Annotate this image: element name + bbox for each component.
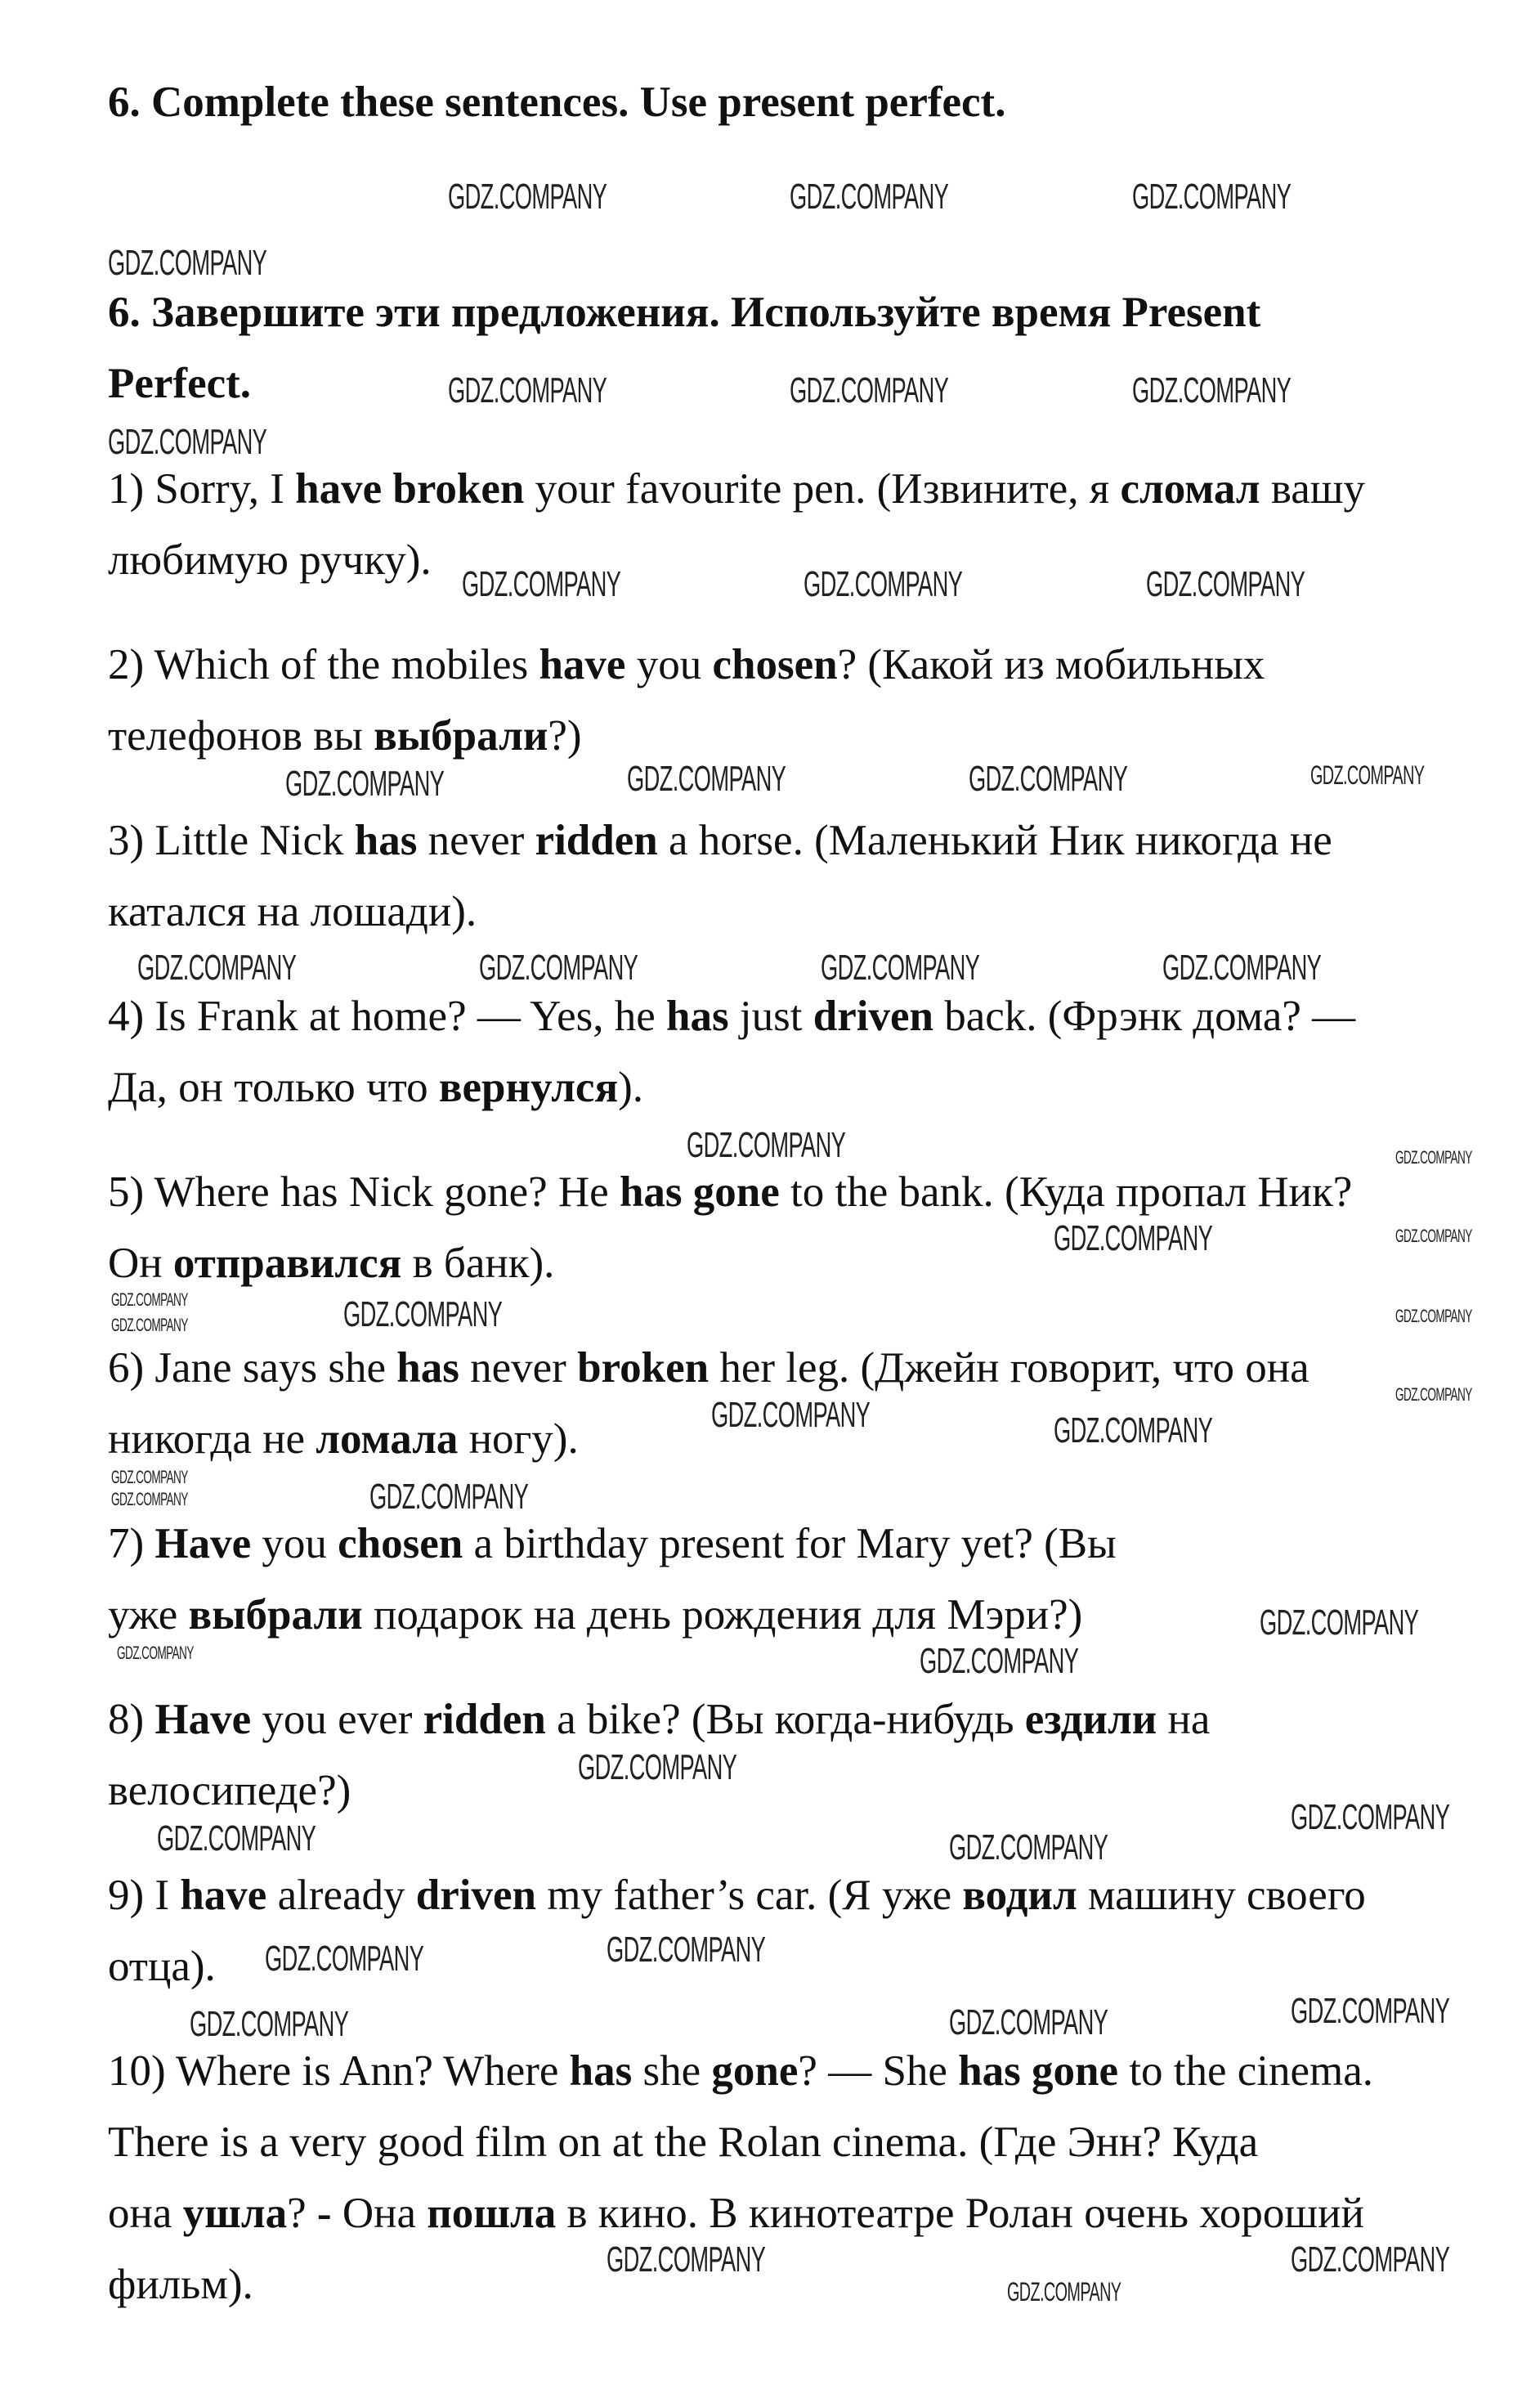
bold-verb: выбрали	[374, 712, 548, 760]
bold-verb: broken	[577, 1344, 710, 1392]
sentence-text: Она	[331, 2190, 428, 2237]
watermark-text: GDZ.COMPANY	[711, 1395, 871, 1435]
answer-3-line	[108, 816, 1332, 866]
answer-8-line	[108, 1695, 1210, 1745]
answer-2-line	[108, 640, 1265, 690]
sentence-text: вашу	[1260, 465, 1366, 513]
sentence-text: to the bank. (Куда пропал Ник?	[779, 1168, 1353, 1216]
sentence-text: ногу).	[458, 1415, 579, 1463]
watermark-text: GDZ.COMPANY	[627, 759, 786, 799]
sentence-text: 10) Where is Ann? Where	[108, 2047, 570, 2095]
sentence-text: велосипеде?)	[108, 1767, 351, 1814]
sentence-text: ? (Какой из мобильных	[837, 641, 1265, 688]
sentence-text: you ever	[251, 1696, 423, 1743]
bold-verb: ушла	[182, 2190, 288, 2237]
answer-10-line	[108, 2118, 1258, 2168]
sentence-text: 2) Which of the mobiles	[108, 641, 539, 688]
bold-verb: has	[666, 993, 729, 1040]
exercise-heading-ru: 6. Завершите эти предложения. Используйте время Present	[108, 289, 1261, 336]
answer-5-line	[108, 1239, 554, 1289]
watermark-text: GDZ.COMPANY	[111, 1467, 188, 1487]
sentence-text: just	[728, 993, 813, 1040]
watermark-text: GDZ.COMPANY	[1132, 177, 1292, 217]
sentence-text: ? — She	[798, 2047, 959, 2095]
bold-verb: has gone	[958, 2047, 1119, 2095]
bold-verb: driven	[415, 1872, 536, 1919]
bold-verb: chosen	[712, 641, 838, 688]
bold-verb: has	[354, 817, 418, 864]
watermark-text: GDZ.COMPANY	[821, 948, 980, 988]
answer-9-line	[108, 1942, 216, 1992]
watermark-text: GDZ.COMPANY	[448, 370, 607, 410]
answer-9-line	[108, 1871, 1366, 1921]
watermark-text: GDZ.COMPANY	[969, 759, 1128, 799]
watermark-text: GDZ.COMPANY	[369, 1477, 529, 1517]
sentence-text: There is a very good film on at the Rolan cinema. (Где Энн? Куда	[108, 2118, 1259, 2166]
sentence-text: 5) Where has Nick gone? He	[108, 1168, 620, 1216]
answer-6-line	[108, 1343, 1309, 1393]
bold-verb: ridden	[535, 817, 658, 864]
sentence-text: 3) Little Nick	[108, 817, 355, 864]
watermark-text: GDZ.COMPANY	[578, 1747, 737, 1787]
sentence-text: фильм).	[108, 2261, 253, 2308]
answer-10-line	[108, 2047, 1373, 2096]
watermark-text: GDZ.COMPANY	[949, 1827, 1108, 1867]
watermark-text: GDZ.COMPANY	[137, 948, 297, 988]
watermark-text: GDZ.COMPANY	[190, 2004, 349, 2044]
sentence-text: a birthday present for Mary yet? (Вы	[463, 1520, 1117, 1567]
watermark-text: GDZ.COMPANY	[265, 1939, 424, 1979]
answer-10-line	[108, 2189, 1364, 2239]
answer-3-line	[108, 887, 477, 937]
watermark-text: GDZ.COMPANY	[1291, 1991, 1450, 2031]
sentence-text: never	[459, 1344, 578, 1392]
watermark-text: GDZ.COMPANY	[157, 1818, 316, 1858]
sentence-text: 4) Is Frank at home? — Yes, he	[108, 993, 667, 1040]
bold-verb: Have	[154, 1520, 252, 1567]
watermark-text: GDZ.COMPANY	[1054, 1218, 1213, 1258]
bold-verb: выбрали	[188, 1591, 363, 1639]
bold-verb: Have	[154, 1696, 252, 1743]
sentence-text: 1) Sorry, I	[108, 465, 296, 513]
sentence-text: отца).	[108, 1943, 216, 1990]
sentence-text: her leg. (Джейн говорит, что она	[709, 1344, 1309, 1392]
bold-verb: сломал	[1120, 465, 1260, 513]
answer-1-line	[108, 464, 1365, 514]
bold-verb: gone	[711, 2047, 799, 2095]
watermark-text: GDZ.COMPANY	[343, 1294, 503, 1334]
sentence-text: a horse. (Маленький Ник никогда не	[657, 817, 1332, 864]
watermark-text: GDZ.COMPANY	[1310, 760, 1425, 790]
watermark-text: GDZ.COMPANY	[607, 2239, 766, 2280]
watermark-text: GDZ.COMPANY	[804, 564, 963, 604]
sentence-text: she	[632, 2047, 712, 2095]
sentence-text: на	[1157, 1696, 1211, 1743]
sentence-text: 8)	[108, 1696, 155, 1743]
sentence-text: my father’s car. (Я уже	[536, 1872, 963, 1919]
watermark-text: GDZ.COMPANY	[1291, 1797, 1450, 1837]
bold-verb: водил	[962, 1872, 1077, 1919]
bold-verb: have	[539, 641, 626, 688]
sentence-text: телефонов вы	[108, 712, 374, 760]
sentence-text: уже	[108, 1591, 189, 1639]
watermark-text: GDZ.COMPANY	[920, 1641, 1079, 1681]
sentence-text: ?)	[548, 712, 582, 760]
sentence-text: 7)	[108, 1520, 155, 1567]
sentence-text: back. (Фрэнк дома? —	[933, 993, 1356, 1040]
sentence-text: любимую ручку).	[108, 536, 432, 584]
watermark-text: GDZ.COMPANY	[949, 2002, 1108, 2042]
sentence-text: a bike? (Вы когда-нибудь	[545, 1696, 1025, 1743]
sentence-text: ?	[287, 2190, 317, 2237]
watermark-text: GDZ.COMPANY	[1146, 564, 1305, 604]
bold-verb: -	[316, 2190, 332, 2237]
bold-verb: ломала	[316, 1415, 459, 1463]
bold-verb: пошла	[427, 2190, 557, 2237]
watermark-text: GDZ.COMPANY	[111, 1315, 188, 1335]
bold-verb: has	[396, 1344, 459, 1392]
answer-1-line	[108, 536, 432, 585]
answer-5-line	[108, 1168, 1352, 1217]
watermark-text: GDZ.COMPANY	[1054, 1410, 1213, 1450]
sentence-text: машину своего	[1077, 1872, 1366, 1919]
watermark-text: GDZ.COMPANY	[448, 177, 607, 217]
watermark-text: GDZ.COMPANY	[108, 243, 267, 283]
answer-7-line	[108, 1590, 1082, 1640]
watermark-text: GDZ.COMPANY	[111, 1489, 188, 1509]
bold-verb: has	[569, 2047, 633, 2095]
sentence-text: она	[108, 2190, 183, 2237]
watermark-text: GDZ.COMPANY	[790, 370, 949, 410]
watermark-text: GDZ.COMPANY	[1395, 1384, 1472, 1405]
sentence-text: Да, он только что	[108, 1064, 439, 1111]
bold-verb: driven	[813, 993, 933, 1040]
sentence-text: подарок на день рождения для Мэри?)	[362, 1591, 1083, 1639]
sentence-text: катался на лошади).	[108, 888, 477, 935]
watermark-text: GDZ.COMPANY	[1007, 2277, 1121, 2307]
watermark-text: GDZ.COMPANY	[607, 1930, 766, 1970]
watermark-text: GDZ.COMPANY	[1132, 370, 1292, 410]
watermark-text: GDZ.COMPANY	[1260, 1603, 1419, 1643]
watermark-text: GDZ.COMPANY	[1395, 1306, 1472, 1326]
sentence-text: you	[625, 641, 713, 688]
watermark-text: GDZ.COMPANY	[479, 948, 638, 988]
sentence-text: to the cinema.	[1118, 2047, 1374, 2095]
sentence-text: никогда не	[108, 1415, 316, 1463]
sentence-text: your favourite pen. (Извините, я	[524, 465, 1121, 513]
sentence-text: 6) Jane says she	[108, 1344, 397, 1392]
bold-verb: ездили	[1024, 1696, 1157, 1743]
watermark-text: GDZ.COMPANY	[1395, 1226, 1472, 1246]
watermark-text: GDZ.COMPANY	[1291, 2239, 1450, 2280]
bold-verb: have broken	[295, 465, 525, 513]
sentence-text: в кино. В кинотеатре Ролан очень хороший	[556, 2190, 1364, 2237]
exercise-heading-ru-cont: Perfect.	[108, 360, 252, 407]
answer-4-line	[108, 992, 1355, 1042]
bold-verb: отправился	[172, 1240, 402, 1287]
watermark-text: GDZ.COMPANY	[111, 1289, 188, 1310]
answer-2-line	[108, 711, 582, 761]
exercise-heading-en: 6. Complete these sentences. Use present perfect.	[108, 78, 1006, 126]
sentence-text: ).	[618, 1064, 644, 1111]
sentence-text: 9) I	[108, 1872, 181, 1919]
answer-8-line	[108, 1766, 351, 1816]
bold-verb: have	[180, 1872, 267, 1919]
sentence-text: you	[251, 1520, 338, 1567]
watermark-text: GDZ.COMPANY	[108, 422, 267, 462]
answer-10-line	[108, 2260, 253, 2310]
bold-verb: chosen	[338, 1520, 463, 1567]
watermark-text: GDZ.COMPANY	[687, 1125, 846, 1165]
answer-6-line	[108, 1414, 579, 1464]
watermark-text: GDZ.COMPANY	[1395, 1147, 1472, 1168]
watermark-text: GDZ.COMPANY	[790, 177, 949, 217]
bold-verb: ridden	[423, 1696, 546, 1743]
watermark-text: GDZ.COMPANY	[285, 764, 445, 804]
sentence-text: never	[417, 817, 535, 864]
sentence-text: в банк).	[401, 1240, 555, 1287]
bold-verb: has gone	[619, 1168, 780, 1216]
watermark-text: GDZ.COMPANY	[1162, 948, 1322, 988]
bold-verb: вернулся	[438, 1064, 619, 1111]
answer-7-line	[108, 1519, 1117, 1569]
answer-4-line	[108, 1063, 643, 1113]
sentence-text: Он	[108, 1240, 173, 1287]
watermark-text: GDZ.COMPANY	[462, 564, 621, 604]
sentence-text: already	[266, 1872, 416, 1919]
watermark-text: GDZ.COMPANY	[117, 1643, 194, 1663]
